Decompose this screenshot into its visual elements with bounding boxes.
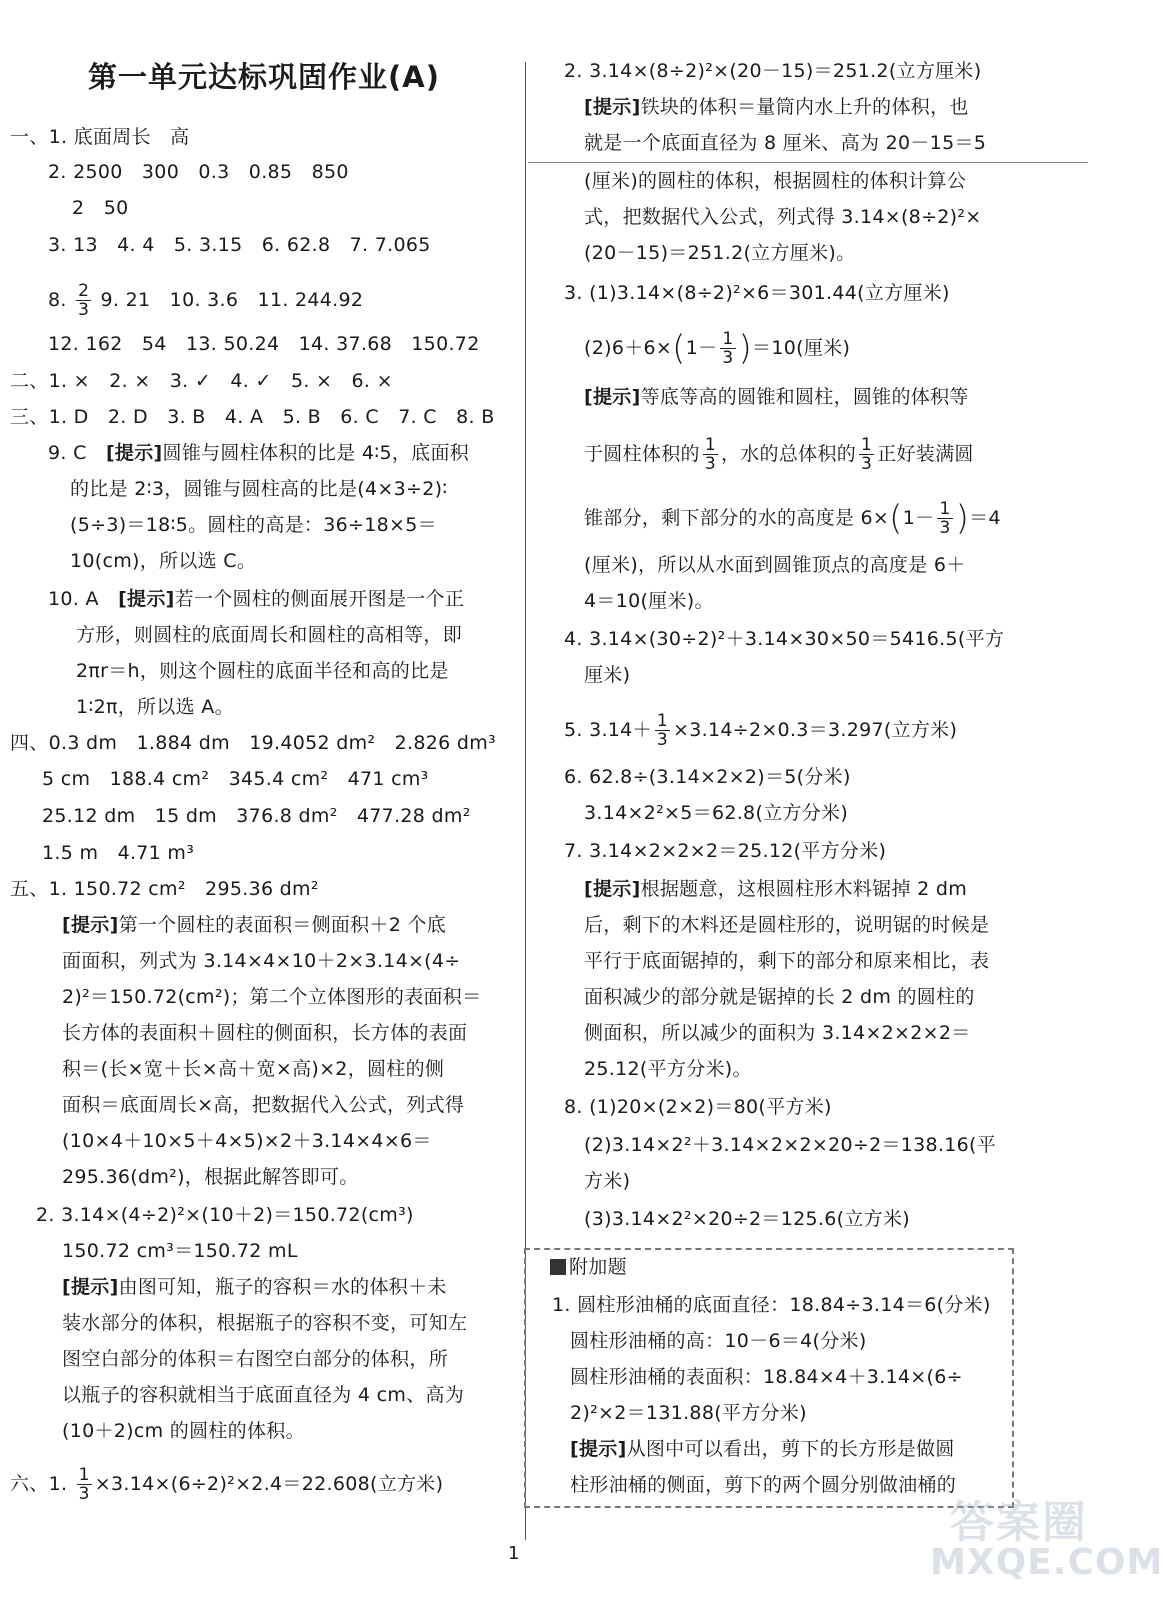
fraction: $\frac{1}{3}$ bbox=[939, 499, 951, 538]
answer-line: 六、1. $\frac{1}{3}$ ×3.14×(6÷2)²×2.4＝22.608(立方米) bbox=[10, 1465, 444, 1504]
hint-label: [提示] bbox=[584, 96, 641, 118]
answer-line: (2)6＋6×(1－ $\frac{1}{3}$ )＝10(厘米) bbox=[584, 328, 851, 369]
answer-line: (2)3.14×2²＋3.14×2×2×20÷2＝138.16(平 bbox=[584, 1134, 997, 1156]
hint-label: [提示] bbox=[105, 442, 163, 464]
section-rule bbox=[528, 162, 1088, 163]
answer-line: 1. 圆柱形油桶的底面直径：18.84÷3.14＝6(分米) bbox=[552, 1294, 991, 1316]
answer-line: 2. 3.14×(4÷2)²×(10＋2)＝150.72(cm³) bbox=[36, 1204, 414, 1226]
page-title: 第一单元达标巩固作业(A) bbox=[88, 60, 440, 94]
answer-line: 面面积，列式为 3.14×4×10＋2×3.14×(4÷ bbox=[62, 950, 461, 972]
answer-line: 一、1. 底面周长 高 bbox=[10, 126, 190, 148]
hint-label: [提示] bbox=[570, 1438, 627, 1460]
bonus-heading-text: 附加题 bbox=[569, 1256, 627, 1278]
answer-line: 2 50 bbox=[72, 197, 129, 219]
answer-line: [提示]第一个圆柱的表面积＝侧面积＋2 个底 bbox=[62, 914, 447, 936]
fraction: $\frac{1}{3}$ bbox=[861, 435, 873, 474]
answer-line: [提示]铁块的体积＝量筒内水上升的体积，也 bbox=[584, 96, 969, 118]
bonus-icon bbox=[550, 1259, 566, 1275]
answer-line: 9. C [提示]圆锥与圆柱体积的比是 4∶5，底面积 bbox=[48, 442, 470, 464]
answer-line: 以瓶子的容积就相当于底面直径为 4 cm、高为 bbox=[62, 1384, 465, 1406]
answer-line: 10. A [提示]若一个圆柱的侧面展开图是一个正 bbox=[48, 588, 465, 610]
answer-line: 12. 162 54 13. 50.24 14. 37.68 150.72 bbox=[48, 333, 480, 355]
answer-line: 二、1. × 2. × 3. ✓ 4. ✓ 5. × 6. × bbox=[10, 370, 393, 392]
answer-line: [提示]根据题意，这根圆柱形木料锯掉 2 dm bbox=[584, 878, 968, 900]
answer-line: (5÷3)＝18∶5。圆柱的高是：36÷18×5＝ bbox=[70, 514, 437, 536]
answer-line: 25.12 dm 15 dm 376.8 dm² 477.28 dm² bbox=[42, 805, 471, 827]
answer-line: 五、1. 150.72 cm² 295.36 dm² bbox=[10, 878, 319, 900]
fraction: $\frac{1}{3}$ bbox=[656, 711, 668, 750]
fraction: $\frac{1}{3}$ bbox=[722, 329, 734, 368]
answer-line: 图空白部分的体积＝右图空白部分的体积，所 bbox=[62, 1348, 449, 1370]
answer-line: 侧面积，所以减少的面积为 3.14×2×2×2＝ bbox=[584, 1022, 971, 1044]
answer-line: 四、0.3 dm 1.884 dm 19.4052 dm² 2.826 dm³ bbox=[10, 732, 496, 754]
answer-line: 2)²＝150.72(cm²)；第二个立体图形的表面积＝ bbox=[62, 986, 482, 1008]
answer-line: 295.36(dm²)，根据此解答即可。 bbox=[62, 1166, 359, 1188]
answer-line: (10＋2)cm 的圆柱的体积。 bbox=[62, 1420, 305, 1442]
bonus-heading bbox=[550, 1254, 627, 1280]
answer-line: 2πr＝h，则这个圆柱的底面半径和高的比是 bbox=[76, 660, 449, 682]
answer-line: 8. (1)20×(2×2)＝80(平方米) bbox=[564, 1096, 832, 1118]
answer-line: 5. 3.14＋ $\frac{1}{3}$ ×3.14÷2×0.3＝3.297(立方米) bbox=[564, 711, 958, 750]
answer-line: 1.5 m 4.71 m³ bbox=[42, 842, 195, 864]
answer-line: 2)²×2＝131.88(平方分米) bbox=[570, 1402, 807, 1424]
fraction: $\frac{1}{3}$ bbox=[78, 1465, 90, 1504]
answer-line: 方形，则圆柱的底面周长和圆柱的高相等，即 bbox=[76, 624, 463, 646]
answer-line: 圆柱形油桶的高：10－6＝4(分米) bbox=[570, 1330, 867, 1352]
answer-line: 面积＝底面周长×高，把数据代入公式，列式得 bbox=[62, 1094, 465, 1116]
answer-line: 4＝10(厘米)。 bbox=[584, 590, 714, 612]
hint-label: [提示] bbox=[62, 914, 119, 936]
answer-line: 5 cm 188.4 cm² 345.4 cm² 471 cm³ bbox=[42, 768, 429, 790]
answer-line: 25.12(平方分米)。 bbox=[584, 1058, 752, 1080]
answer-line: [提示]从图中可以看出，剪下的长方形是做圆 bbox=[570, 1438, 955, 1460]
answer-line: 式，把数据代入公式，列式得 3.14×(8÷2)²× bbox=[584, 206, 982, 228]
fraction: $\frac{2}{3}$ bbox=[78, 281, 90, 320]
answer-line: 柱形油桶的侧面，剪下的两个圆分别做油桶的 bbox=[570, 1474, 957, 1496]
answer-line: 1∶2π，所以选 A。 bbox=[76, 696, 234, 718]
hint-label: [提示] bbox=[118, 588, 175, 610]
answer-line: [提示]等底等高的圆锥和圆柱，圆锥的体积等 bbox=[584, 386, 969, 408]
answer-line: 10(cm)，所以选 C。 bbox=[70, 550, 257, 572]
answer-line: 3.14×2²×5＝62.8(立方分米) bbox=[584, 802, 849, 824]
answer-line: 2. 2500 300 0.3 0.85 850 bbox=[48, 161, 349, 183]
hint-label: [提示] bbox=[62, 1276, 119, 1298]
answer-line: 三、1. D 2. D 3. B 4. A 5. B 6. C 7. C 8. B bbox=[10, 406, 495, 428]
answer-line: 3. (1)3.14×(8÷2)²×6＝301.44(立方厘米) bbox=[564, 282, 950, 304]
hint-label: [提示] bbox=[584, 386, 641, 408]
fraction: $\frac{1}{3}$ bbox=[704, 435, 716, 474]
page-number: 1 bbox=[508, 1543, 520, 1564]
answer-line: 就是一个底面直径为 8 厘米、高为 20－15＝5 bbox=[584, 132, 987, 154]
answer-line: 装水部分的体积，根据瓶子的容积不变，可知左 bbox=[62, 1312, 468, 1334]
answer-line: 4. 3.14×(30÷2)²＋3.14×30×50＝5416.5(平方 bbox=[564, 628, 1005, 650]
answer-line: 积＝(长×宽＋长×高＋宽×高)×2，圆柱的侧 bbox=[62, 1058, 445, 1080]
answer-line: (厘米)，所以从水面到圆锥顶点的高度是 6＋ bbox=[584, 554, 966, 576]
answer-line: 平行于底面锯掉的，剩下的部分和原来相比，表 bbox=[584, 950, 990, 972]
answer-line: 6. 62.8÷(3.14×2×2)＝5(分米) bbox=[564, 766, 851, 788]
answer-line: (10×4＋10×5＋4×5)×2＋3.14×4×6＝ bbox=[62, 1130, 432, 1152]
answer-line: 于圆柱体积的 $\frac{1}{3}$ ，水的总体积的 $\frac{1}{3}$ 正好装满圆 bbox=[584, 435, 974, 474]
answer-line: 面积减少的部分就是锯掉的长 2 dm 的圆柱的 bbox=[584, 986, 975, 1008]
answer-line: 150.72 cm³＝150.72 mL bbox=[62, 1240, 298, 1262]
answer-line: 8. $\frac{2}{3}$ 9. 21 10. 3.6 11. 244.92 bbox=[48, 281, 364, 320]
answer-line: 7. 3.14×2×2×2＝25.12(平方分米) bbox=[564, 840, 887, 862]
hint-label: [提示] bbox=[584, 878, 641, 900]
answer-line: 的比是 2∶3，圆锥与圆柱高的比是(4×3÷2)∶ bbox=[70, 478, 448, 500]
answer-line: 3. 13 4. 4 5. 3.15 6. 62.8 7. 7.065 bbox=[48, 234, 431, 256]
answer-line: 方米) bbox=[584, 1170, 631, 1192]
answer-line: 2. 3.14×(8÷2)²×(20－15)＝251.2(立方厘米) bbox=[564, 60, 982, 82]
answer-line: (20－15)＝251.2(立方厘米)。 bbox=[584, 242, 856, 264]
answer-line: (厘米)的圆柱的体积，根据圆柱的体积计算公 bbox=[584, 170, 967, 192]
answer-line: 厘米) bbox=[584, 664, 631, 686]
answer-line: 长方体的表面积＋圆柱的侧面积，长方体的表面 bbox=[62, 1022, 468, 1044]
watermark-logo: 答案圈 MXQE.COM bbox=[930, 1497, 1163, 1583]
answer-line: 后，剩下的木料还是圆柱形的，说明锯的时候是 bbox=[584, 914, 990, 936]
answer-line: 锥部分，剩下部分的水的高度是 6×(1－ $\frac{1}{3}$ )＝4 bbox=[584, 498, 1001, 539]
answer-line: [提示]由图可知，瓶子的容积＝水的体积＋未 bbox=[62, 1276, 447, 1298]
answer-line: 圆柱形油桶的表面积：18.84×4＋3.14×(6÷ bbox=[570, 1366, 963, 1388]
answer-line: (3)3.14×2²×20÷2＝125.6(立方米) bbox=[584, 1208, 910, 1230]
